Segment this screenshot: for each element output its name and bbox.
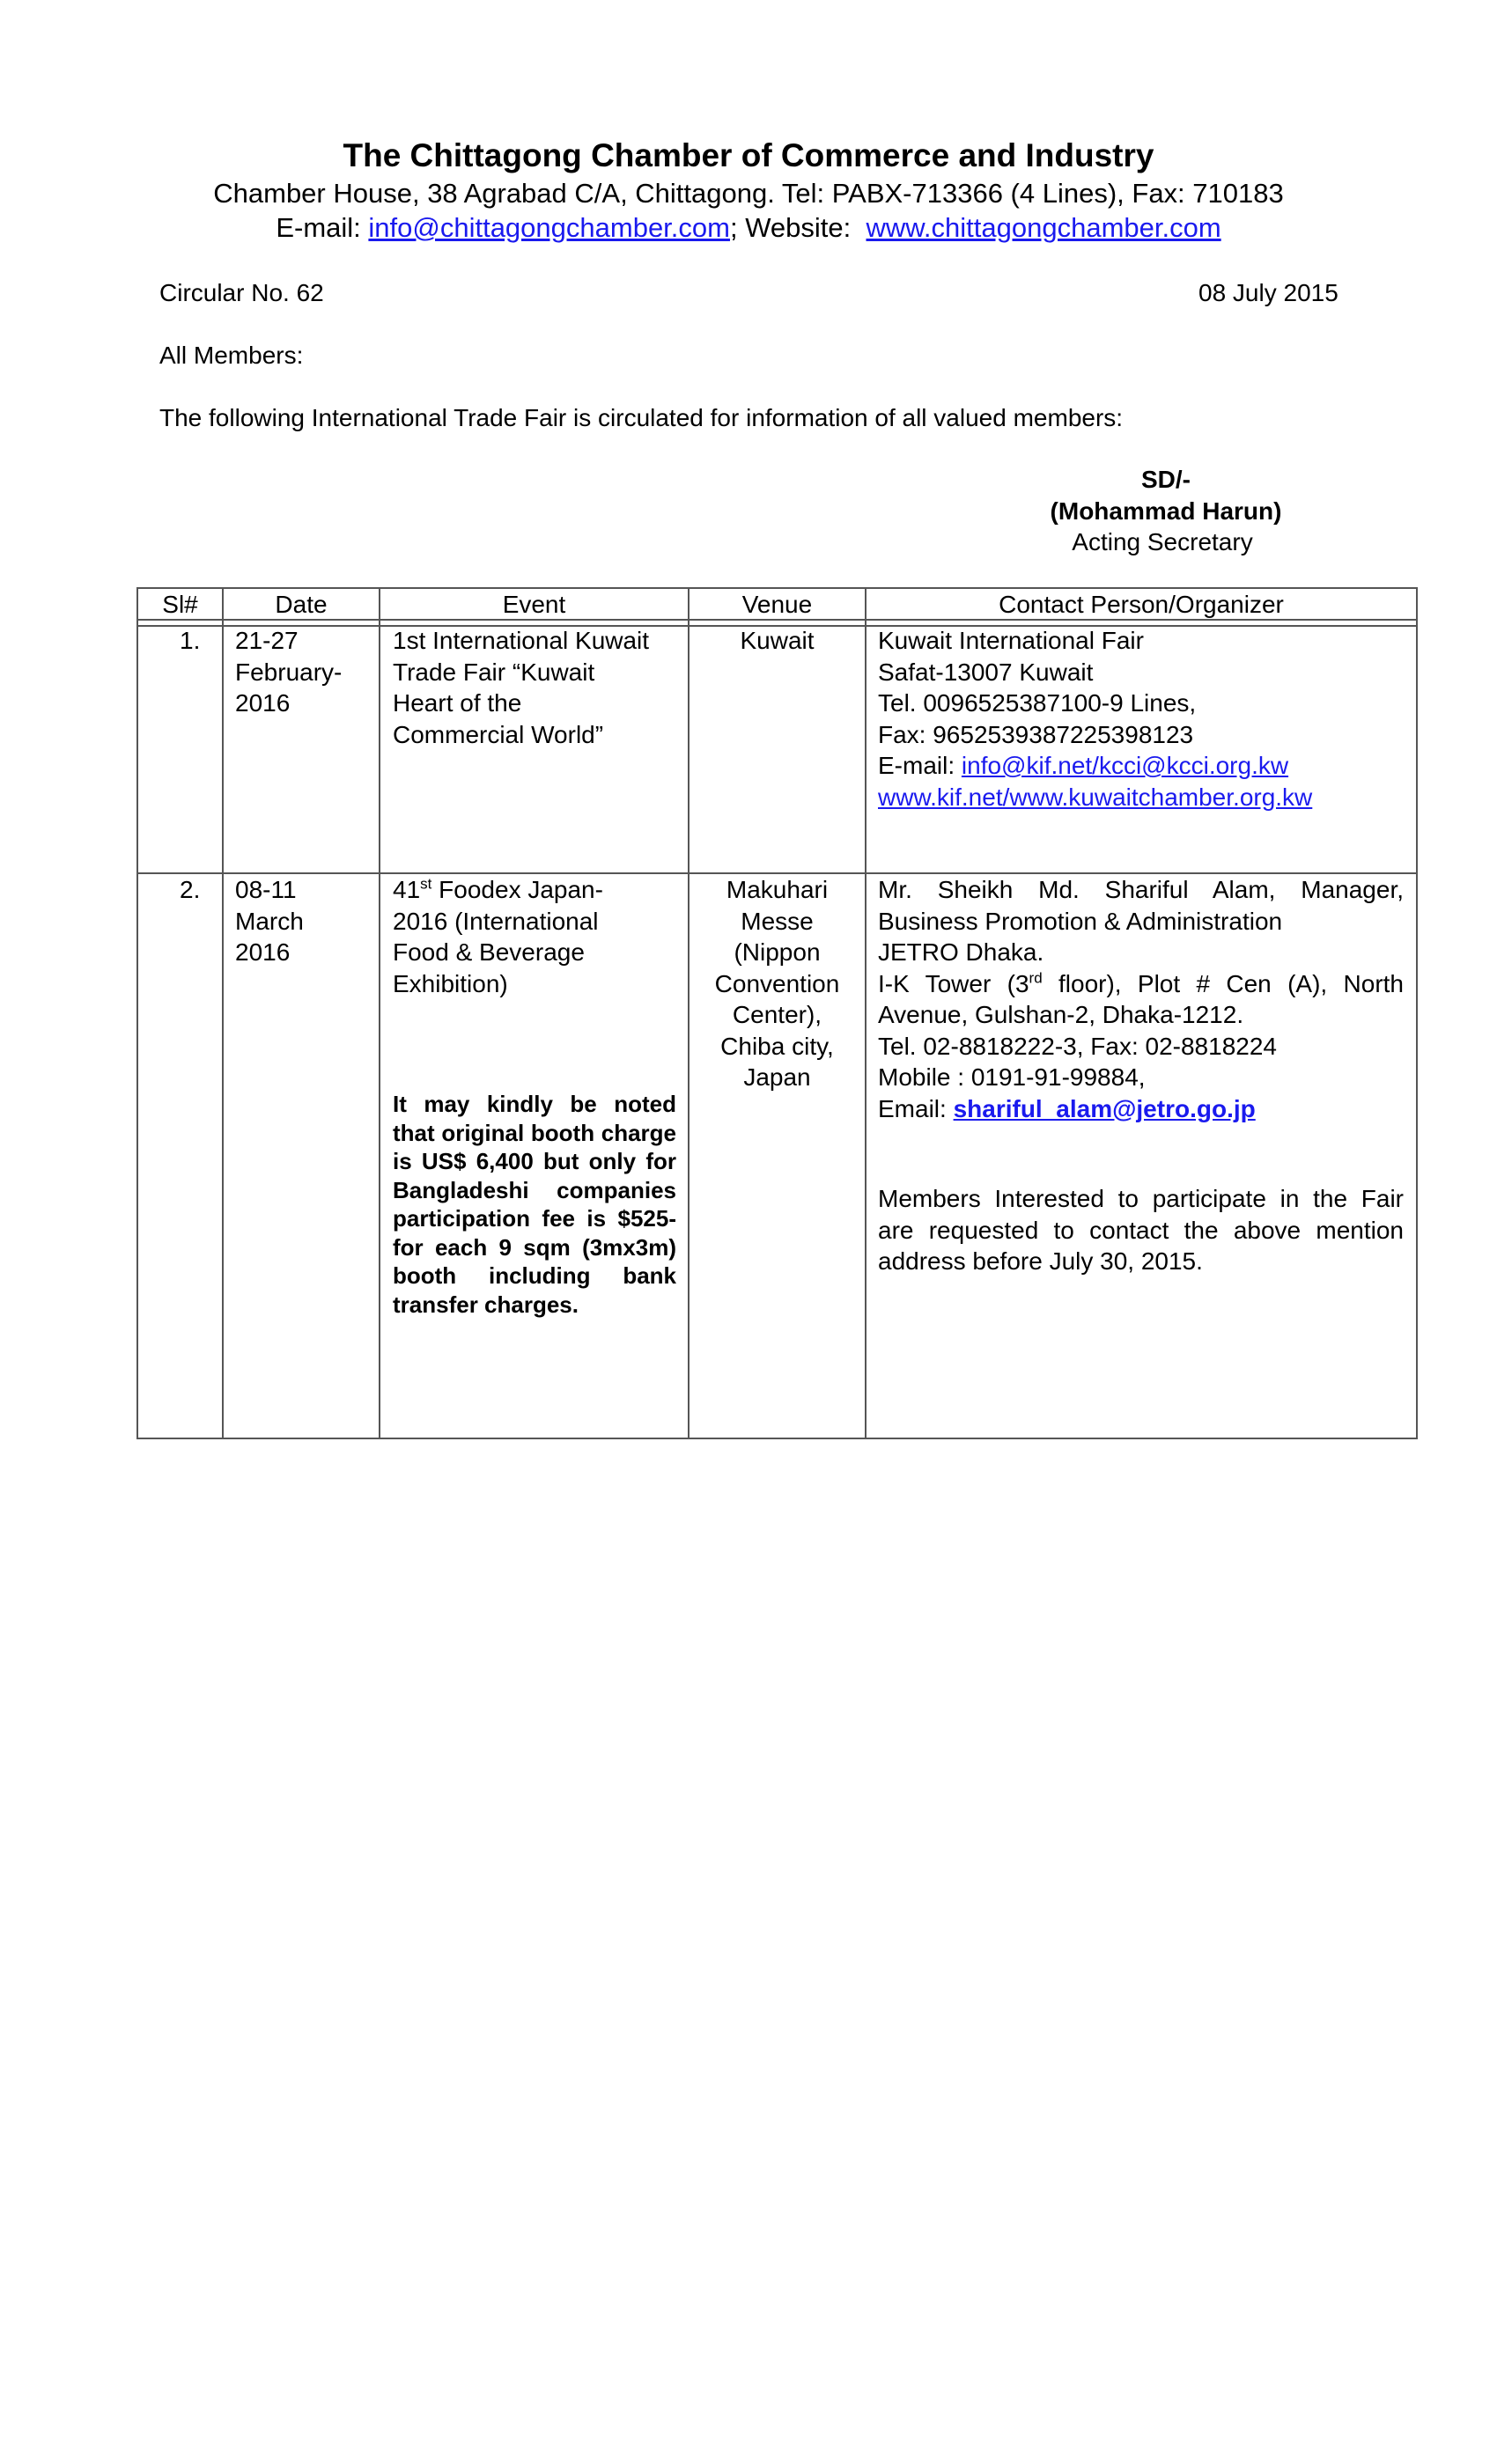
circular-date: 08 July 2015 [1198,279,1338,306]
row-sl: 1. [180,627,201,654]
org-address: Chamber House, 38 Agrabad C/A, Chittagong. Tel: PABX-713366 (4 Lines), Fax: 710183 [213,178,1284,209]
intro-text: The following International Trade Fair is circulated for information of all valued members: [159,404,1124,431]
col-header-venue: Venue [741,591,813,618]
kuwait-website-link[interactable]: www.kif.net/www.kuwaitchamber.org.kw [878,783,1313,811]
circular-number: Circular No. 62 [159,279,324,306]
col-header-date: Date [275,591,328,618]
row-contact: Mr. Sheikh Md. Shariful Alam, Manager, Business Promotion & Administration JETRO Dhaka. I-K Tower (3rd floor), Plot # Cen (A), North Avenue, Gulshan-2, Dhaka-1212. Tel. 02-8818222-3, Fax: 02-8818224 Mobile : 0191-91-99884, Email: shariful_alam@jetro.go.jp [878,876,1404,1122]
booth-fee-note: It may kindly be noted that original booth charge is US$ 6,400 but only for Bangladeshi companies participation fee is $525-for each 9 sqm (3mx3m) booth including bank transfer charges. [393,1091,676,1318]
table-border-right [1416,587,1418,1439]
table-border-left [136,587,138,1439]
signature-name: (Mohammad Harun) [1050,497,1282,525]
row-sl: 2. [180,876,201,903]
row-event: 1st International Kuwait Trade Fair “Kuwait Heart of the Commercial World” [393,627,650,748]
org-contact-line [0,212,1497,244]
org-email-link[interactable]: info@chittagongchamber.com [368,212,730,243]
table-border-top [136,587,1418,589]
signature-title: Acting Secretary [1072,528,1253,555]
table-col-divider [379,587,380,1439]
members-note: Members Interested to participate in the Fair are requested to contact the above mention address before July 30, 2015. [878,1185,1404,1275]
col-header-contact: Contact Person/Organizer [999,591,1284,618]
org-title: The Chittagong Chamber of Commerce and Industry [343,137,1154,173]
jetro-email-link[interactable]: shariful_alam@jetro.go.jp [953,1094,1256,1122]
row-venue: Makuhari Messe (Nippon Convention Center), Chiba city, Japan [714,876,840,1091]
website-label: ; Website: [729,212,852,243]
col-header-sl: Sl# [162,591,198,618]
table-col-divider [865,587,866,1439]
table-border-bottom [136,1438,1418,1439]
row-date: 08-11 March 2016 [235,876,304,966]
table-header-divider [136,619,1418,621]
row-contact: Kuwait International Fair Safat-13007 Kuwait Tel. 0096525387100-9 Lines, Fax: 9652539387225398123 E-mail: info@kif.net/kcci@kcci.org.kw www.kif.net/www.kuwaitchamber.org.kw [878,627,1313,811]
row-date: 21-27 February- 2016 [235,627,343,717]
email-label: E-mail: [276,212,361,243]
col-header-event: Event [502,591,566,618]
row-venue: Kuwait [740,627,815,654]
kuwait-email-link[interactable]: info@kif.net/kcci@kcci.org.kw [961,752,1289,779]
org-website-link[interactable]: www.chittagongchamber.com [866,212,1221,243]
row-event: 41st Foodex Japan- 2016 (International Food & Beverage Exhibition) [393,875,603,997]
salutation: All Members: [159,342,304,369]
table-col-divider [222,587,224,1439]
signature-sd: SD/- [1141,466,1191,493]
